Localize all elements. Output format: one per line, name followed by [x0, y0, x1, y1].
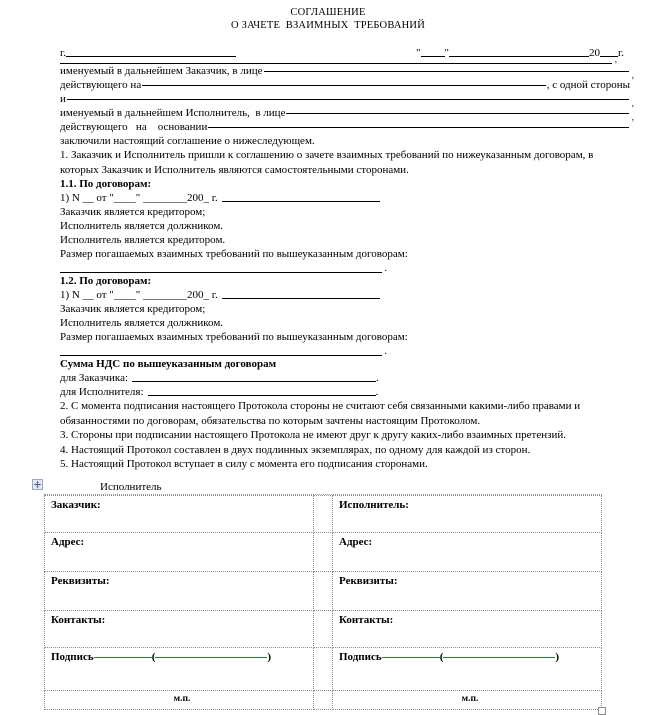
- vat-contractor-line: [60, 385, 630, 399]
- section-1-1-contract-label: 1) N __ от "____" ________200_ г.: [60, 192, 218, 205]
- section-1-2-contract-line: [60, 288, 630, 302]
- vat-customer-rule[interactable]: [132, 381, 376, 382]
- signature-blank-rule[interactable]: [94, 657, 152, 658]
- table-row: [45, 647, 602, 690]
- title-line-2: О ЗАЧЕТЕ ВЗАИМНЫХ ТРЕБОВАНИЙ: [231, 20, 425, 32]
- cell-customer-requisites[interactable]: Реквизиты:: [45, 571, 314, 610]
- cell-contractor-stamp: м.п.: [333, 690, 602, 709]
- section-1-1-amount-label: Размер погашаемых взаимных требований по вышеуказанным договорам:: [60, 248, 408, 261]
- date-quote-close: ": [444, 47, 449, 60]
- cell-customer-address[interactable]: Адрес:: [45, 532, 314, 571]
- section-1-2-contract-label: 1) N __ от "____" ________200_ г.: [60, 289, 218, 302]
- section-1-2-creditor-customer: Заказчик является кредитором;: [60, 303, 206, 316]
- concluded-line: заключили настоящий соглашение о нижеследующем.: [60, 135, 315, 148]
- acting-basis-line: [60, 120, 630, 134]
- parties-table: [44, 495, 602, 710]
- vat-heading: Сумма НДС по вышеуказанным договорам: [60, 358, 277, 371]
- vat-contractor-rule[interactable]: [148, 395, 376, 396]
- acting-basis-label: действующего на основании: [60, 121, 208, 134]
- contractor-representative-line: [60, 106, 630, 120]
- cell-contractor-requisites[interactable]: Реквизиты:: [333, 571, 602, 610]
- vat-customer-label: для Заказчика:: [60, 372, 129, 385]
- clause-1: 1. Заказчик и Исполнитель пришли к соглашению о зачете взаимных требований по нижеуказанным договорам, в которых Заказчик и Исполнитель являются самостоятельными сторонами.: [60, 149, 594, 176]
- customer-representative-rule[interactable]: [264, 71, 629, 72]
- vat-customer-line: [60, 371, 630, 385]
- acting-basis-rule[interactable]: [208, 127, 629, 128]
- table-row: [45, 610, 602, 647]
- signature-table: [44, 481, 602, 710]
- date-field[interactable]: [416, 46, 624, 60]
- section-1-2-amount-label: Размер погашаемых взаимных требований по вышеуказанным договорам:: [60, 331, 408, 344]
- paren-close: ): [267, 650, 272, 663]
- section-1-1-contract-line: [60, 191, 630, 205]
- clause-3: 3. Стороны при подписании настоящего Протокола не имеют друг к другу каких-либо взаимных претензий.: [60, 429, 566, 442]
- table-row: [45, 571, 602, 610]
- column-gap: [314, 571, 333, 610]
- cell-contractor-contacts[interactable]: Контакты:: [333, 610, 602, 647]
- paren-open: (: [151, 650, 156, 663]
- section-1-2-contract-rule[interactable]: [222, 298, 380, 299]
- cell-contractor-address[interactable]: Адрес:: [333, 532, 602, 571]
- paren-close: ): [555, 650, 560, 663]
- section-1-1-heading: 1.1. По договорам:: [60, 178, 152, 191]
- city-prefix-label: г.: [60, 47, 67, 60]
- signature-line: [51, 650, 271, 664]
- table-row: [45, 532, 602, 571]
- cell-contractor-signature[interactable]: [333, 647, 602, 690]
- cell-contractor-name[interactable]: Исполнитель:: [333, 495, 602, 532]
- date-year-prefix: 20: [589, 47, 600, 60]
- customer-representative-line: [60, 64, 630, 78]
- column-gap: [314, 495, 333, 532]
- acting-on-label: действующего на: [60, 79, 142, 92]
- clause-2: 2. С момента подписания настоящего Протокола стороны не считают себя связанными какими-либо правами и обязанностями по договорам, обязательства по которым зачтены настоящим Протоколом.: [60, 400, 581, 427]
- column-gap: [314, 647, 333, 690]
- title-line-1: СОГЛАШЕНИЕ: [290, 7, 366, 18]
- section-1-1-creditor-contractor: Исполнитель является кредитором.: [60, 234, 226, 247]
- table-caption: Исполнитель: [44, 481, 602, 495]
- cell-customer-contacts[interactable]: Контакты:: [45, 610, 314, 647]
- city-blank-rule[interactable]: [66, 56, 236, 57]
- section-1-1-amount-rule[interactable]: [60, 272, 382, 273]
- paren-open: (: [439, 650, 444, 663]
- column-gap: [314, 532, 333, 571]
- signature-label: Подпись: [51, 650, 94, 663]
- second-party-rule[interactable]: [67, 99, 629, 100]
- vat-contractor-period: .: [375, 386, 379, 399]
- preamble-block: [60, 64, 630, 472]
- column-gap: [314, 610, 333, 647]
- clause-4: 4. Настоящий Протокол составлен в двух подлинных экземплярах, по одному для каждой из сторон.: [60, 443, 531, 456]
- contractor-representative-rule[interactable]: [286, 113, 629, 114]
- date-suffix: г.: [618, 47, 625, 60]
- acting-on-line: [60, 78, 630, 92]
- section-1-2-debtor-contractor: Исполнитель является должником.: [60, 317, 224, 330]
- cell-customer-stamp: м.п.: [45, 690, 314, 709]
- table-move-handle-icon[interactable]: [32, 479, 43, 490]
- section-1-1-debtor-contractor: Исполнитель является должником.: [60, 220, 224, 233]
- signature-blank-rule[interactable]: [382, 657, 440, 658]
- page-title: [16, 6, 640, 32]
- signature-name-rule[interactable]: [155, 657, 267, 658]
- vat-customer-period: .: [376, 372, 379, 385]
- date-quote-open: ": [416, 47, 421, 60]
- section-1-1-creditor-customer: Заказчик является кредитором;: [60, 206, 206, 219]
- and-label: и: [60, 93, 66, 106]
- clause-5: 5. Настоящий Протокол вступает в силу с момента его подписания сторонами.: [60, 458, 428, 471]
- signature-label: Подпись: [339, 650, 382, 663]
- vat-contractor-label: для Исполнителя:: [60, 386, 144, 399]
- second-party-line: [60, 92, 630, 106]
- date-day-rule[interactable]: [421, 56, 445, 57]
- table-row: [45, 495, 602, 532]
- customer-label: именуемый в дальнейшем Заказчик, в лице: [60, 65, 263, 78]
- date-month-rule[interactable]: [449, 56, 589, 57]
- contractor-label: именуемый в дальнейшем Исполнитель, в лице: [60, 107, 286, 120]
- table-resize-handle-icon[interactable]: [598, 707, 606, 715]
- acting-on-rule[interactable]: [142, 85, 546, 86]
- signature-line: [339, 650, 559, 664]
- section-1-2-amount-rule[interactable]: [60, 355, 382, 356]
- section-1-1-contract-rule[interactable]: [222, 201, 380, 202]
- one-party-label: , с одной стороны: [546, 79, 630, 92]
- section-1-2-heading: 1.2. По договорам:: [60, 275, 152, 288]
- cell-customer-name[interactable]: Заказчик:: [45, 495, 314, 532]
- signature-name-rule[interactable]: [443, 657, 555, 658]
- cell-customer-signature[interactable]: [45, 647, 314, 690]
- city-date-row: [16, 46, 640, 61]
- city-field[interactable]: [60, 46, 236, 60]
